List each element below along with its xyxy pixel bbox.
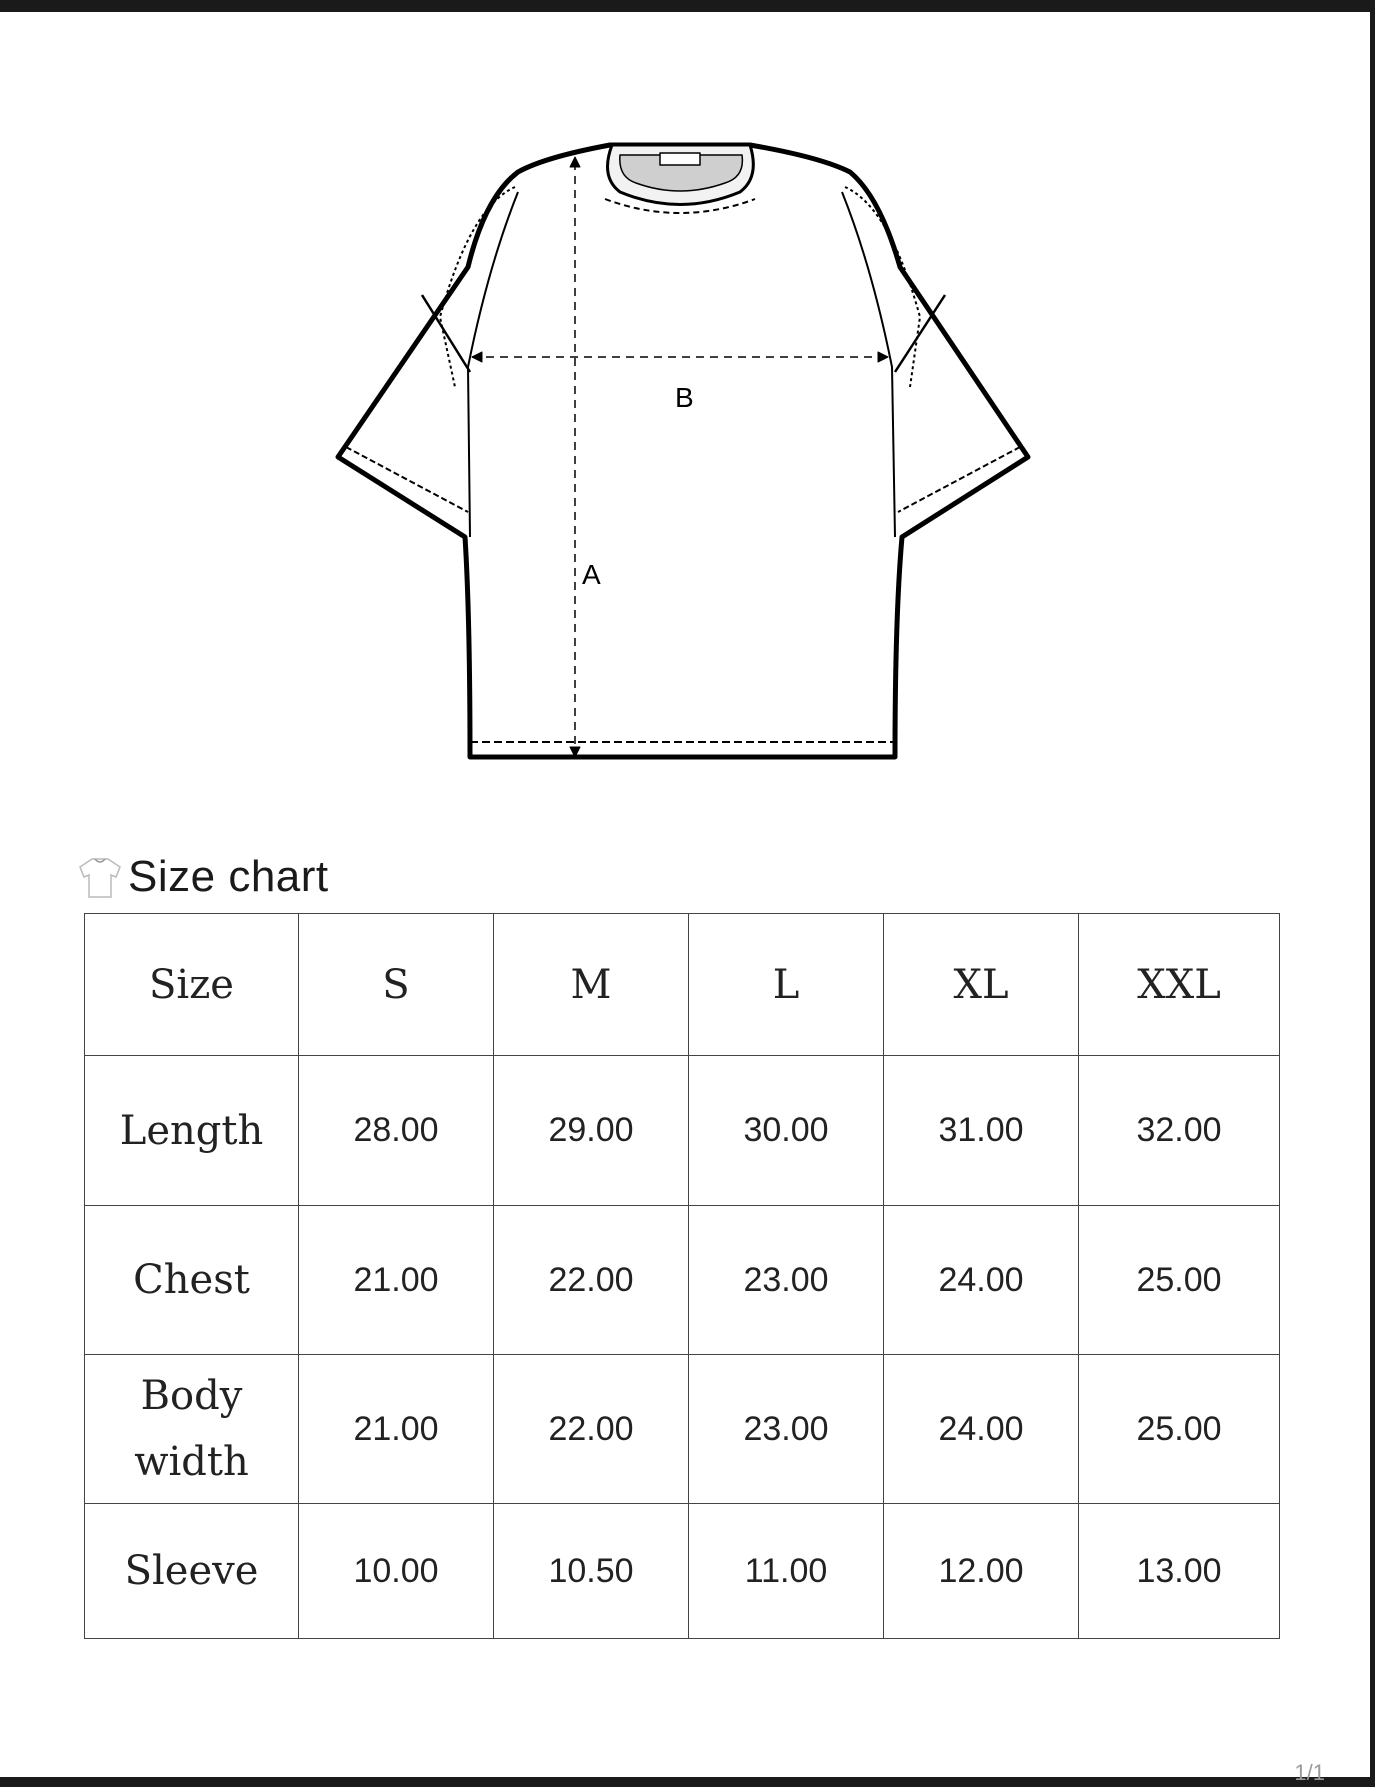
table-cell: 24.00 [884,1206,1079,1355]
page-number: 1/1 [1294,1760,1325,1785]
table-cell: 30.00 [689,1056,884,1206]
table-row [85,1206,1280,1355]
row-label-line: width [134,1439,249,1485]
viewer-edge [1370,0,1375,1787]
table-cell: 11.00 [689,1504,884,1639]
tshirt-icon [76,853,124,901]
table-cell: 31.00 [884,1056,1079,1206]
table-cell: 25.00 [1079,1206,1280,1355]
table-cell: 24.00 [884,1355,1079,1504]
tshirt-diagram [320,117,1050,807]
row-label-chest: Chest [85,1206,299,1355]
table-row [85,1355,1280,1504]
table-cell: 25.00 [1079,1355,1280,1504]
header-cell-s: S [299,914,494,1056]
table-row [85,1056,1280,1206]
table-header-row [85,914,1280,1056]
table-cell: 10.50 [494,1504,689,1639]
header-cell-xl: XL [884,914,1079,1056]
table-cell: 23.00 [689,1206,884,1355]
table-cell: 32.00 [1079,1056,1280,1206]
table-cell: 23.00 [689,1355,884,1504]
row-label-sleeve: Sleeve [85,1504,299,1639]
size-chart-heading [76,852,329,902]
table-row [85,1504,1280,1639]
table-cell: 22.00 [494,1355,689,1504]
table-cell: 22.00 [494,1206,689,1355]
header-cell-l: L [689,914,884,1056]
document-page [0,12,1370,1785]
row-label-body-width [85,1355,299,1504]
table-cell: 10.00 [299,1504,494,1639]
row-label-length: Length [85,1056,299,1206]
table-cell: 12.00 [884,1504,1079,1639]
header-cell-m: M [494,914,689,1056]
table-cell: 21.00 [299,1355,494,1504]
size-chart-title: Size chart [128,852,329,901]
header-cell-xxl: XXL [1079,914,1280,1056]
table-cell: 13.00 [1079,1504,1280,1639]
table-cell: 28.00 [299,1056,494,1206]
measure-label-b: B [675,382,694,413]
header-cell-size: Size [85,914,299,1056]
table-cell: 21.00 [299,1206,494,1355]
row-label-line: Body [140,1373,243,1419]
measure-label-a: A [582,559,601,590]
size-table [84,913,1280,1639]
table-cell: 29.00 [494,1056,689,1206]
